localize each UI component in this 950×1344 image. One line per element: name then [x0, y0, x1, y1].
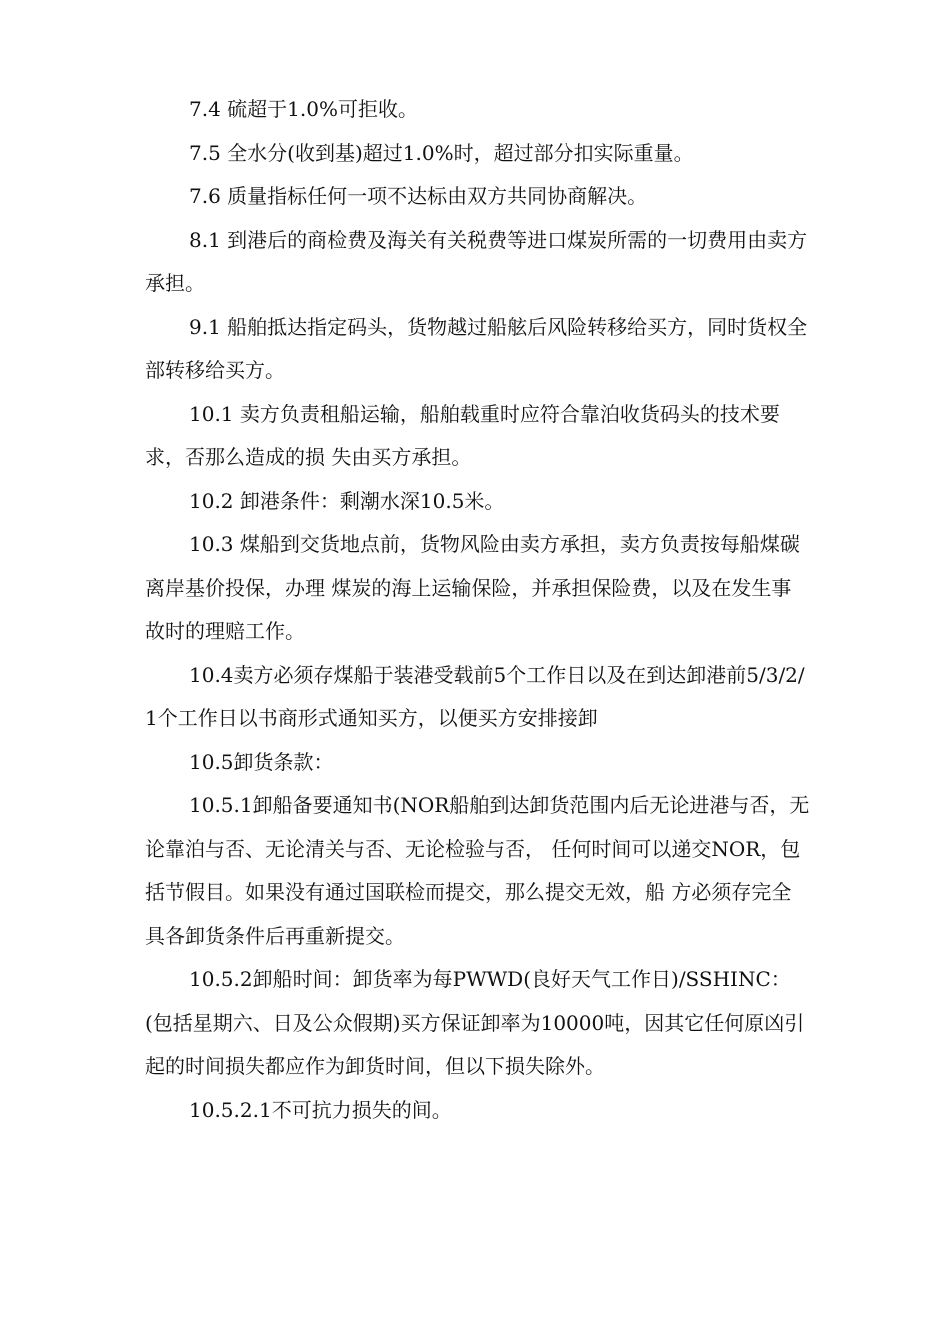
paragraph-7-4: 7.4 硫超于1.0%可拒收。 [189, 97, 418, 121]
paragraph-10-5-2-1: 10.5.2.1不可抗力损失的间。 [189, 1097, 452, 1122]
paragraph-8-1: 8.1 到港后的商检费及海关有关税费等进口煤炭所需的一切费用由卖方承担。 [145, 227, 808, 295]
paragraph-10-5: 10.5卸货条款： [189, 749, 334, 774]
paragraph-10-3: 10.3 煤船到交货地点前，货物风险由卖方承担，卖方负责按每船煤碳离岸基价投保，办理 煤炭的海上运输保险，并承担保险费，以及在发生事故时的理赔工作。 [145, 532, 800, 643]
paragraph-10-1: 10.1 卖方负责租船运输，船舶载重时应符合靠泊收货码头的技术要求，否那么造成的损 失由买方承担。 [145, 401, 780, 469]
paragraph-9-1: 9.1 船舶抵达指定码头，货物越过船舷后风险转移给买方，同时货权全部转移给买方。 [145, 314, 808, 382]
paragraph-7-5: 7.5 全水分(收到基)超过1.0%时，超过部分扣实际重量。 [189, 140, 694, 165]
paragraph-10-5-1: 10.5.1卸船备要通知书(NOR船舶到达卸货范围内后无论进港与否，无论靠泊与否、无论清关与否、无论检验与否， 任何时间可以递交NOR，包括节假目。如果没有通过国联检而提交，那么提交无效，船 方必须存完全具各卸货条件后再重新提交。 [145, 793, 810, 948]
paragraph-10-5-2: 10.5.2卸船时间：卸货率为每PWWD(良好天气工作日)/SSHINC：(包括星期六、日及公众假期)买方保证卸率为10000吨，因其它任何原凶引起的时间损失都应作为卸货时间，但以下损失除外。 [145, 967, 805, 1078]
paragraph-10-2: 10.2 卸港条件：剩潮水深10.5米。 [189, 488, 505, 513]
paragraph-10-4: 10.4卖方必须存煤船于装港受载前5个工作日以及在到达卸港前5/3/2/1个工作日以书商形式通知买方，以便买方安排接卸 [145, 662, 805, 730]
paragraph-7-6: 7.6 质量指标任何一项不达标由双方共同协商解决。 [189, 184, 648, 208]
document-body [145, 88, 810, 1132]
